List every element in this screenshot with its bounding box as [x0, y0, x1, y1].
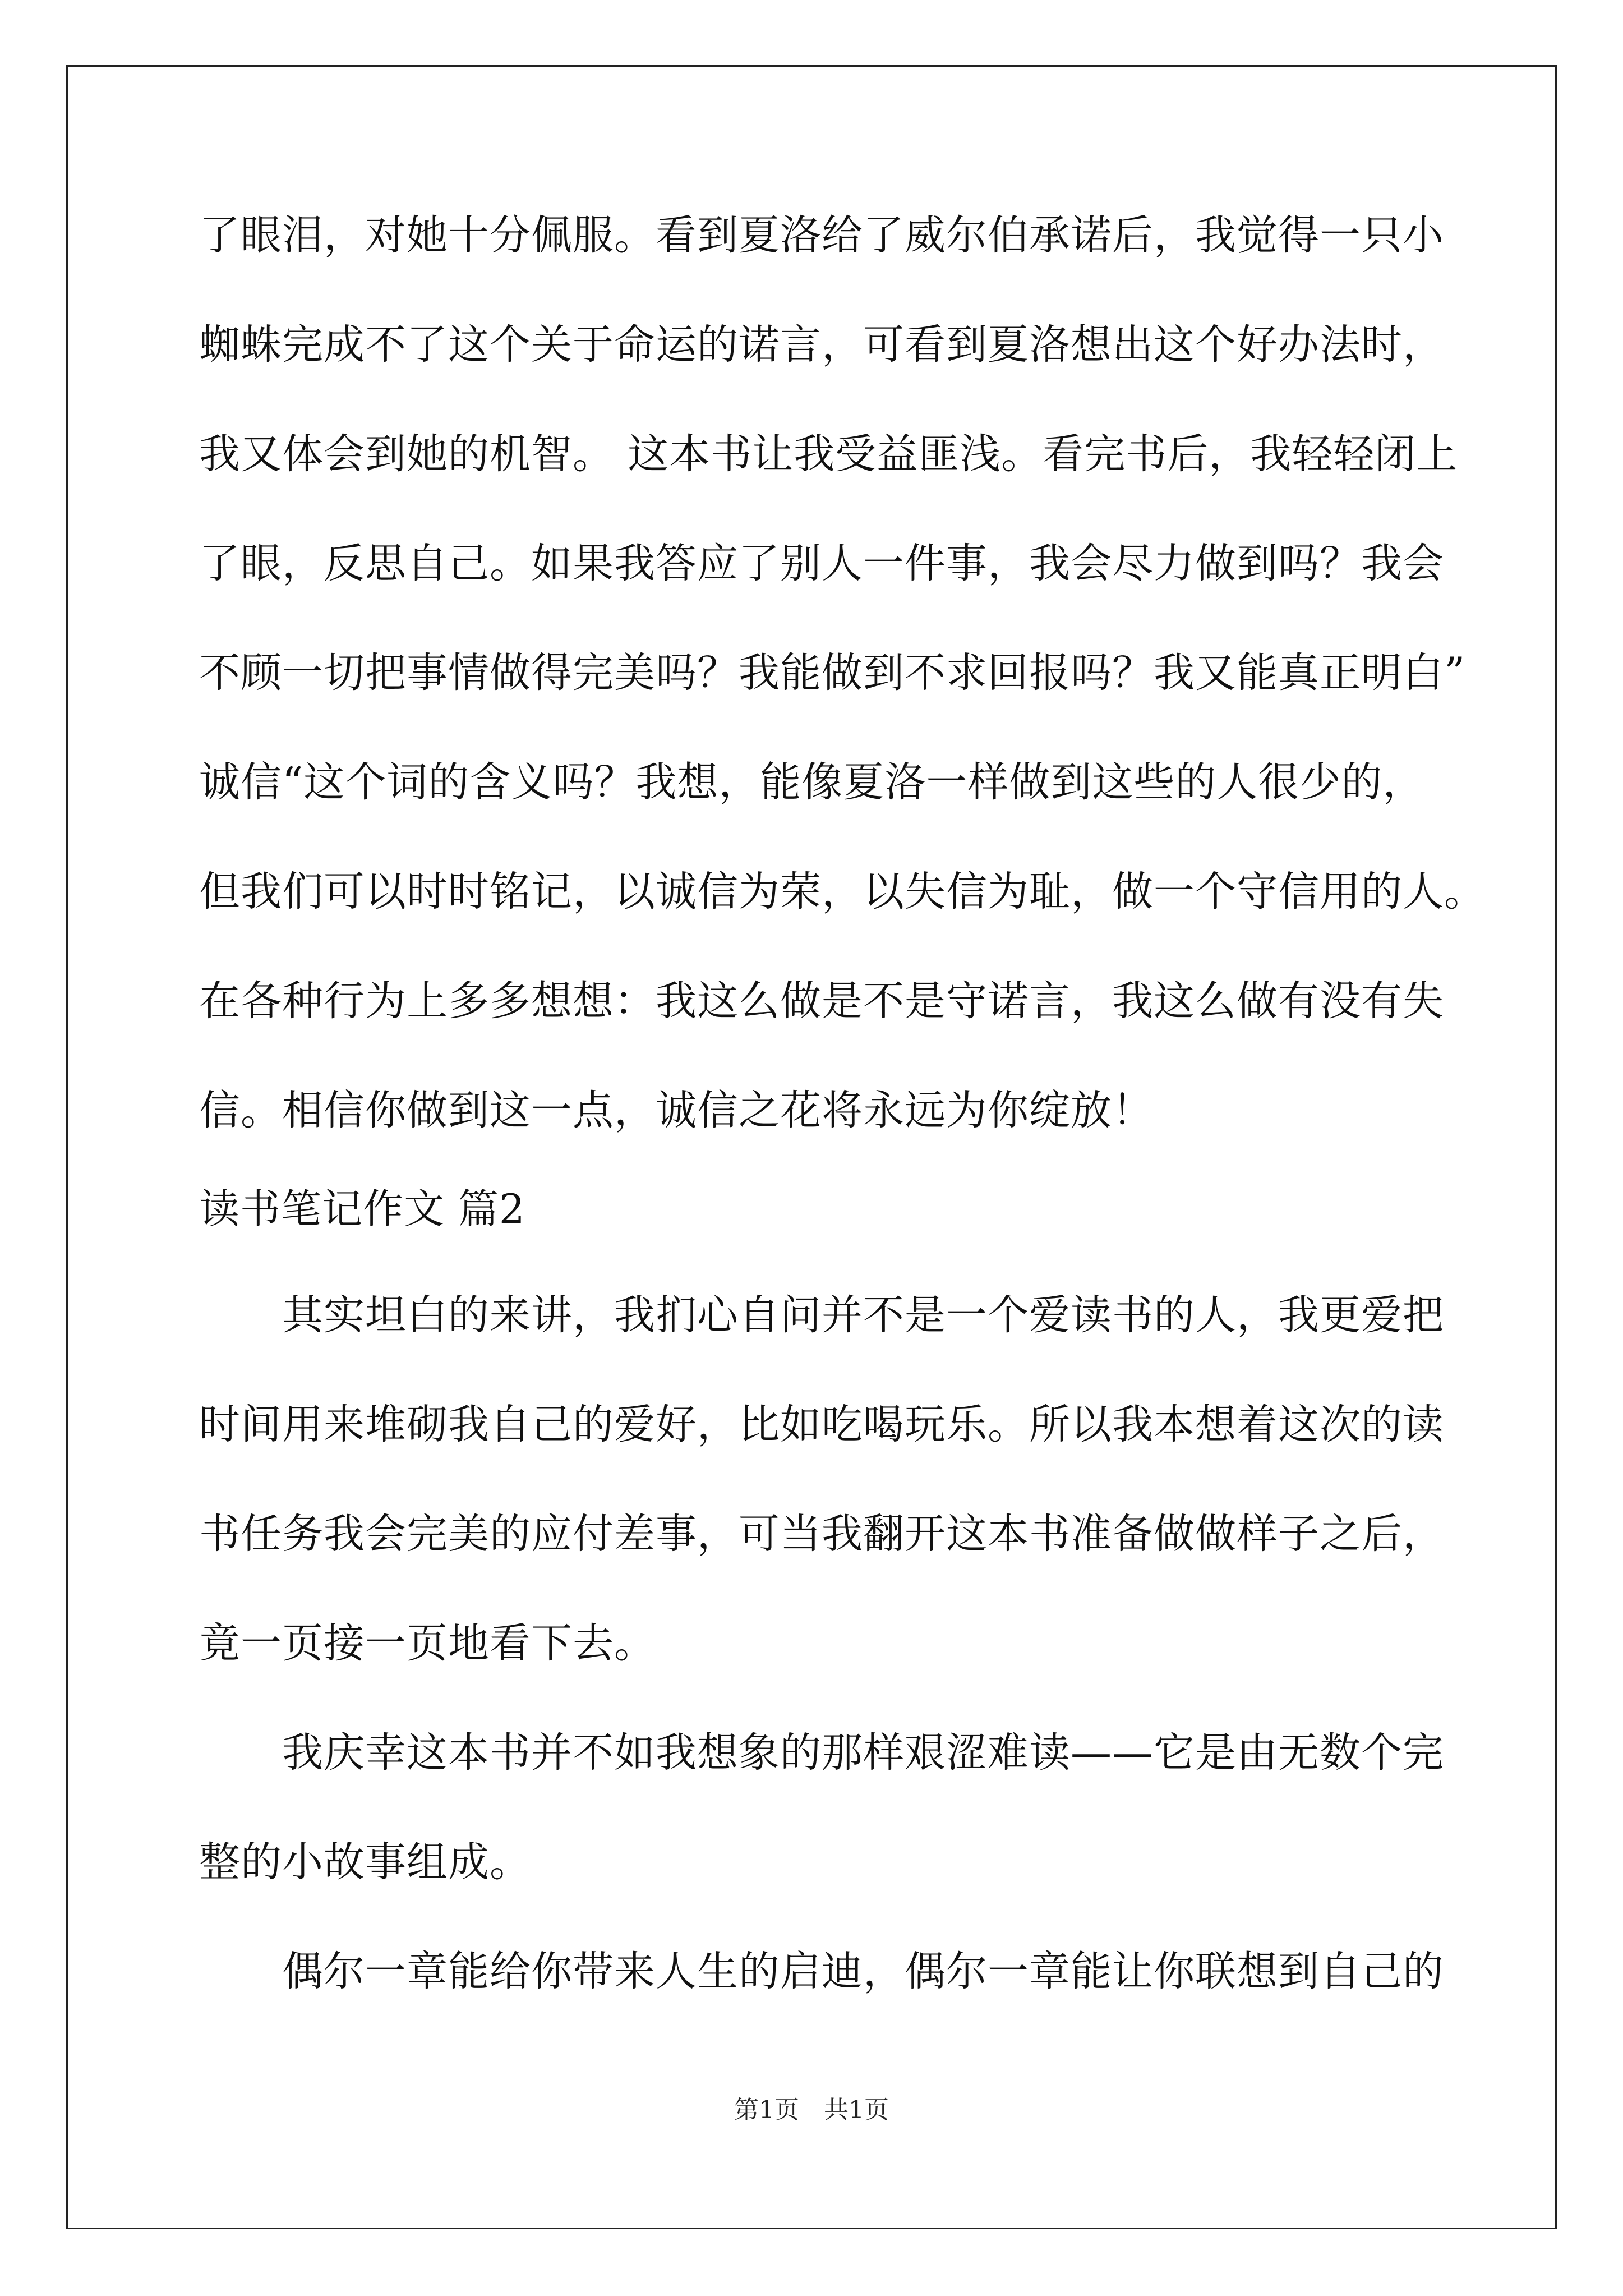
text-line: 但我们可以时时铭记，以诚信为荣，以失信为耻，做一个守信用的人。: [199, 868, 1486, 915]
text-line: 了眼，反思自己。如果我答应了别人一件事，我会尽力做到吗？我会: [199, 540, 1444, 587]
paragraph-line: 书任务我会完美的应付差事，可当我翻开这本书准备做做样子之后，: [199, 1510, 1444, 1558]
text-line: 在各种行为上多多想想：我这么做是不是守诺言，我这么做有没有失: [199, 977, 1444, 1025]
text-line: 诚信“这个词的含义吗？我想，能像夏洛一样做到这些的人很少的，: [199, 758, 1424, 806]
paragraph-line: 竟一页接一页地看下去。: [199, 1619, 656, 1667]
text-line: 我又体会到她的机智。 这本书让我受益匪浅。看完书后，我轻轻闭上: [199, 430, 1458, 478]
paragraph-line: 整的小故事组成。: [199, 1838, 531, 1886]
page-border: [66, 65, 1557, 2229]
page-number-footer: 第1页 共1页: [734, 2096, 889, 2124]
paragraph-line: 偶尔一章能给你带来人生的启迪，偶尔一章能让你联想到自己的: [282, 1948, 1444, 1995]
paragraph-line: 其实坦白的来讲，我扪心自问并不是一个爱读书的人，我更爱把: [282, 1291, 1444, 1339]
text-line: 蜘蛛完成不了这个关于命运的诺言，可看到夏洛想出这个好办法时，: [199, 321, 1444, 369]
text-line: 信。相信你做到这一点，诚信之花将永远为你绽放！: [199, 1087, 1154, 1134]
paragraph-line: 我庆幸这本书并不如我想象的那样艰涩难读——它是由无数个完: [282, 1729, 1444, 1777]
section-heading: 读书笔记作文 篇2: [199, 1185, 525, 1232]
text-line: 不顾一切把事情做得完美吗？我能做到不求回报吗？我又能真正明白”: [199, 649, 1466, 697]
text-line: 了眼泪，对她十分佩服。看到夏洛给了威尔伯承诺后，我觉得一只小: [199, 211, 1444, 259]
paragraph-line: 时间用来堆砌我自己的爱好，比如吃喝玩乐。所以我本想着这次的读: [199, 1401, 1444, 1448]
